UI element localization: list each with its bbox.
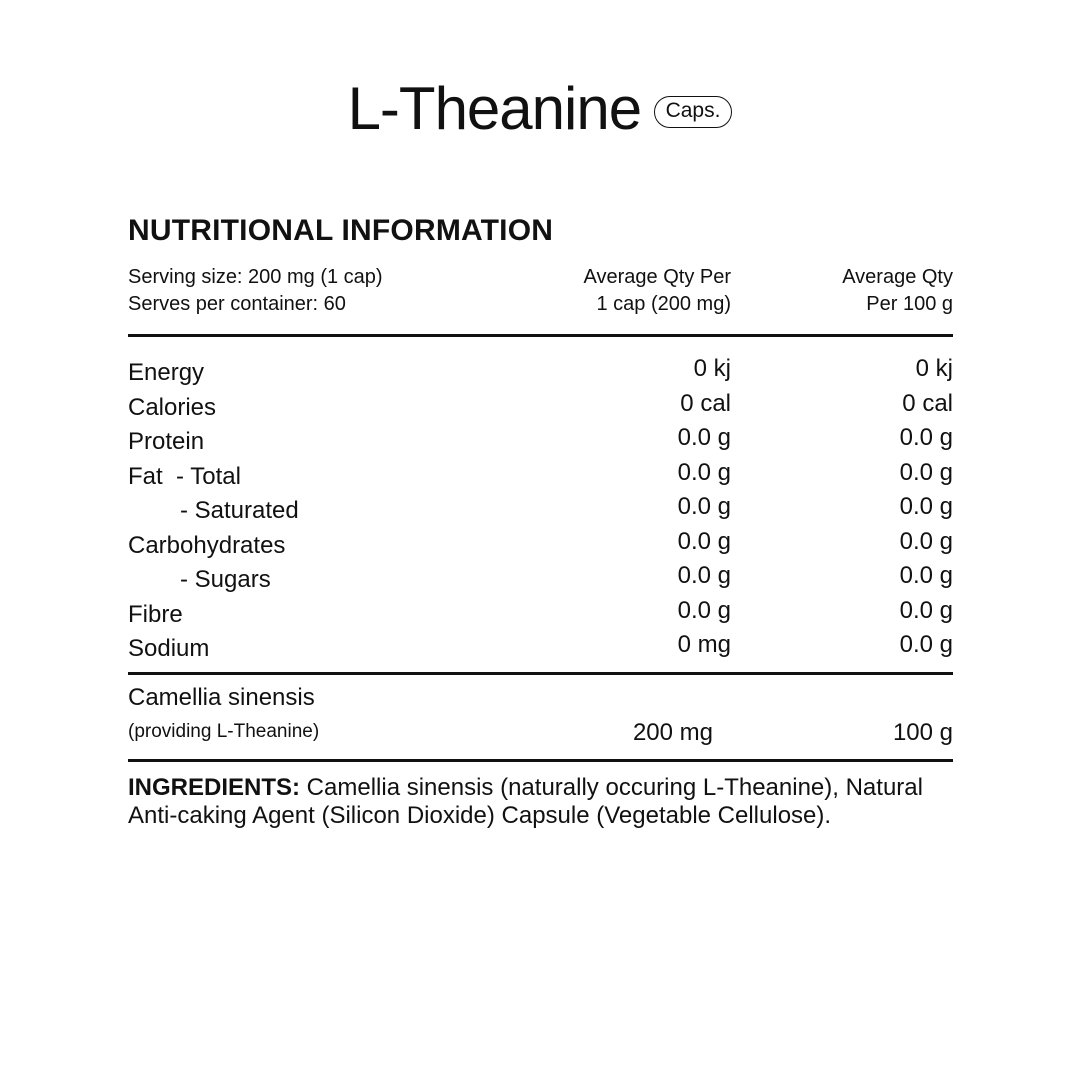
serving-info xyxy=(128,264,383,318)
ingredients-text: Camellia sinensis (naturally occuring L-Theanine), Natural Anti-caking Agent (Silicon Dioxide) Capsule (Vegetable Cellulose). xyxy=(128,774,923,829)
per-serve-header xyxy=(470,264,731,318)
active-ingredient-name: Camellia sinensis xyxy=(128,684,315,711)
active-per-serve: 200 mg xyxy=(632,719,713,746)
panel-heading: NUTRITIONAL INFORMATION xyxy=(128,214,554,247)
product-title: L-Theanine xyxy=(347,75,642,142)
ingredients-statement xyxy=(128,774,958,830)
nutrient-per-serve: 0.0 g xyxy=(677,493,731,520)
nutrient-per-100g: 0.0 g xyxy=(899,596,953,624)
serves-per-container: Serves per container: 60 xyxy=(128,293,346,315)
nutrient-name: - Sugars xyxy=(180,566,271,593)
active-ingredient-note: (providing L-Theanine) xyxy=(128,721,320,742)
nutrient-row-saturated xyxy=(128,495,953,530)
nutrient-per-serve: 0.0 g xyxy=(677,458,731,486)
nutrient-row-sugars xyxy=(128,564,953,599)
header-divider xyxy=(128,334,953,337)
nutrient-name: Calories xyxy=(128,393,217,421)
nutrient-row-protein xyxy=(128,426,953,461)
nutrient-per-serve: 0 cal xyxy=(680,389,731,417)
nutrient-row-carbohydrates xyxy=(128,527,953,565)
per-serve-header-line1: Average Qty Per xyxy=(583,266,731,288)
nutrient-per-serve: 0.0 g xyxy=(677,424,731,451)
nutrient-row-fibre xyxy=(128,596,953,634)
nutrient-row-fat-total xyxy=(128,458,953,496)
nutrient-per-serve: 0.0 g xyxy=(677,596,731,624)
nutrient-per-100g: 0.0 g xyxy=(899,458,953,486)
serving-size: Serving size: 200 mg (1 cap) xyxy=(128,266,383,288)
nutrient-per-100g: 0 kj xyxy=(915,355,953,382)
nutrient-table xyxy=(128,357,953,668)
active-per-100g: 100 g xyxy=(892,719,953,746)
nutrient-row-calories xyxy=(128,389,953,427)
nutrient-row-energy xyxy=(128,357,953,392)
nutrient-name: Fat - Total xyxy=(128,462,241,490)
nutrient-per-100g: 0.0 g xyxy=(899,527,953,555)
nutrient-per-100g: 0.0 g xyxy=(899,631,953,658)
per-100g-header-line1: Average Qty xyxy=(842,266,953,288)
nutrient-per-serve: 0 mg xyxy=(677,631,731,658)
nutrient-row-sodium xyxy=(128,633,953,668)
product-title-block xyxy=(0,74,1080,143)
per-serve-header-line2: 1 cap (200 mg) xyxy=(596,293,731,315)
per-100g-header-line2: Per 100 g xyxy=(866,293,953,315)
nutrient-per-serve: 0 kj xyxy=(693,355,731,382)
nutrient-name: Carbohydrates xyxy=(128,531,286,559)
nutrient-name: Energy xyxy=(128,359,205,386)
nutrient-divider xyxy=(128,672,953,675)
nutrient-per-100g: 0.0 g xyxy=(899,562,953,589)
nutrient-name: - Saturated xyxy=(180,497,299,524)
nutrient-name: Fibre xyxy=(128,600,183,628)
nutrient-per-100g: 0.0 g xyxy=(899,493,953,520)
per-100g-header xyxy=(760,264,953,318)
nutrient-name: Protein xyxy=(128,428,205,455)
ingredients-label: INGREDIENTS: xyxy=(128,774,301,801)
nutrient-per-serve: 0.0 g xyxy=(677,562,731,589)
nutrient-per-100g: 0.0 g xyxy=(899,424,953,451)
active-divider xyxy=(128,759,953,762)
nutrient-per-serve: 0.0 g xyxy=(677,527,731,555)
nutrient-per-100g: 0 cal xyxy=(902,389,953,417)
nutrient-name: Sodium xyxy=(128,635,210,662)
caps-badge: Caps. xyxy=(654,96,733,128)
